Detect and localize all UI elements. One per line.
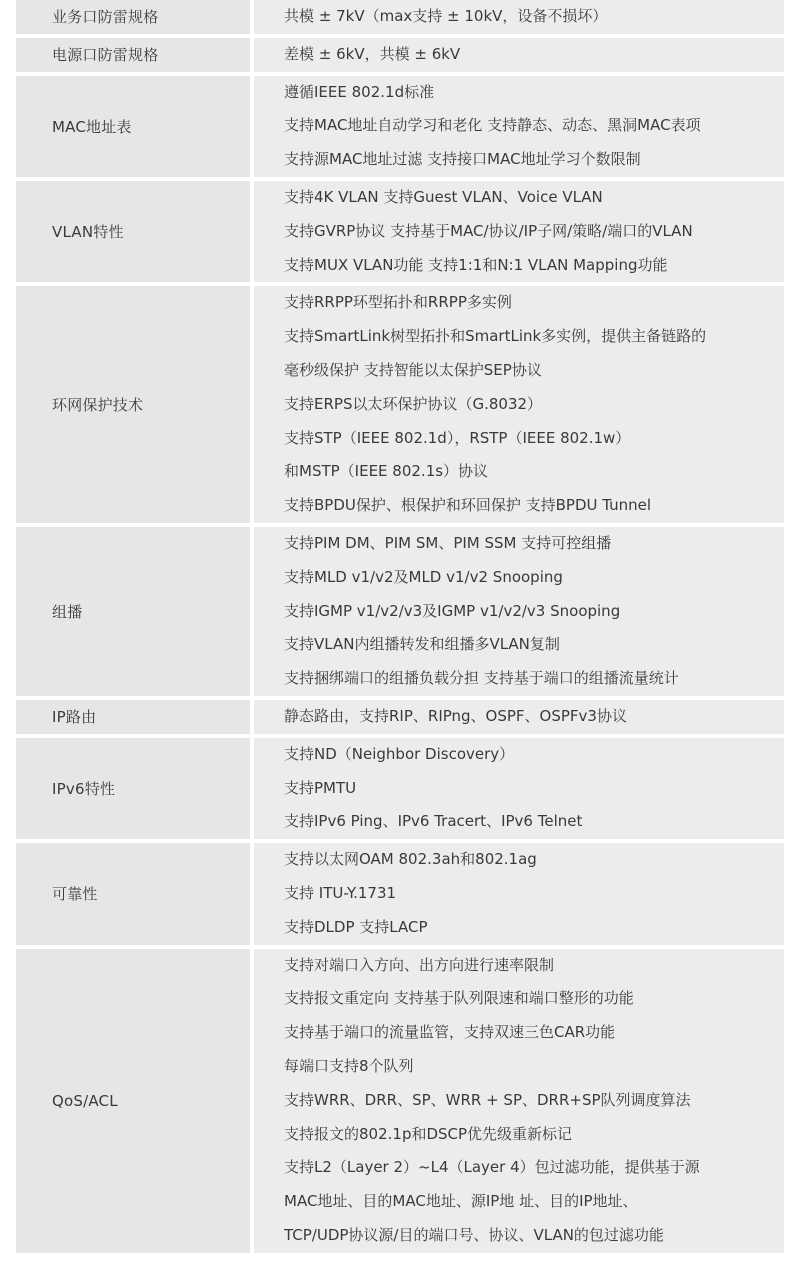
spec-label: 可靠性	[16, 843, 250, 944]
spec-value-line: 支持VLAN内组播转发和组播多VLAN复制	[284, 635, 560, 654]
spec-label: 组播	[16, 527, 250, 696]
spec-value-cell	[254, 38, 784, 72]
spec-table-body	[16, 0, 784, 1253]
spec-value-line: 每端口支持8个队列	[284, 1056, 414, 1075]
spec-value-line: TCP/UDP协议源/目的端口号、协议、VLAN的包过滤功能	[284, 1225, 664, 1244]
spec-value-line: 支持MLD v1/v2及MLD v1/v2 Snooping	[284, 567, 563, 586]
spec-value-line: 支持对端口入方向、出方向进行速率限制	[284, 955, 555, 974]
spec-value-line: 静态路由，支持RIP、RIPng、OSPF、OSPFv3协议	[284, 706, 627, 725]
spec-value-line: 支持IGMP v1/v2/v3及IGMP v1/v2/v3 Snooping	[284, 601, 621, 620]
spec-value-line: 支持4K VLAN 支持Guest VLAN、Voice VLAN	[284, 187, 603, 206]
spec-row	[16, 181, 784, 282]
spec-value-cell	[254, 0, 784, 34]
spec-label: QoS/ACL	[16, 949, 250, 1253]
spec-row	[16, 700, 784, 734]
spec-row	[16, 76, 784, 177]
spec-value-line: 支持报文重定向 支持基于队列限速和端口整形的功能	[284, 989, 634, 1008]
spec-value-line: 支持WRR、DRR、SP、WRR + SP、DRR+SP队列调度算法	[284, 1090, 691, 1109]
spec-table	[16, 0, 784, 1257]
spec-row	[16, 527, 784, 696]
spec-value-line: 支持DLDP 支持LACP	[284, 917, 428, 936]
spec-row	[16, 738, 784, 839]
spec-value-line: 支持GVRP协议 支持基于MAC/协议/IP子网/策略/端口的VLAN	[284, 221, 693, 240]
spec-value-cell	[254, 181, 784, 282]
spec-value-cell	[254, 843, 784, 944]
spec-value-line: 支持PMTU	[284, 778, 357, 797]
spec-label: 电源口防雷规格	[16, 38, 250, 72]
spec-row	[16, 0, 784, 34]
spec-value-line: 支持PIM DM、PIM SM、PIM SSM 支持可控组播	[284, 533, 612, 552]
spec-row	[16, 38, 784, 72]
spec-value-line: 支持STP（IEEE 802.1d），RSTP（IEEE 802.1w）	[284, 428, 631, 447]
spec-value-line: 支持MAC地址自动学习和老化 支持静态、动态、黑洞MAC表项	[284, 116, 701, 135]
spec-value-line: 支持捆绑端口的组播负载分担 支持基于端口的组播流量统计	[284, 669, 679, 688]
spec-label: MAC地址表	[16, 76, 250, 177]
spec-value-cell	[254, 949, 784, 1253]
spec-value-line: 遵循IEEE 802.1d标准	[284, 82, 435, 101]
spec-label: VLAN特性	[16, 181, 250, 282]
spec-value-line: 毫秒级保护 支持智能以太保护SEP协议	[284, 360, 542, 379]
spec-value-cell	[254, 738, 784, 839]
spec-value-line: 支持RRPP环型拓扑和RRPP多实例	[284, 293, 512, 312]
spec-value-line: 支持基于端口的流量监管，支持双速三色CAR功能	[284, 1023, 616, 1042]
spec-value-line: 支持MUX VLAN功能 支持1:1和N:1 VLAN Mapping功能	[284, 255, 668, 274]
spec-value-line: 支持BPDU保护、根保护和环回保护 支持BPDU Tunnel	[284, 496, 652, 515]
spec-row	[16, 286, 784, 523]
spec-value-line: 支持L2（Layer 2）~L4（Layer 4）包过滤功能，提供基于源	[284, 1158, 700, 1177]
spec-label: IP路由	[16, 700, 250, 734]
spec-value-line: 支持以太网OAM 802.3ah和802.1ag	[284, 850, 537, 869]
spec-value-cell	[254, 76, 784, 177]
spec-value-cell	[254, 286, 784, 523]
spec-value-line: 支持IPv6 Ping、IPv6 Tracert、IPv6 Telnet	[284, 812, 583, 831]
spec-value-line: 支持源MAC地址过滤 支持接口MAC地址学习个数限制	[284, 150, 641, 169]
spec-value-line: 差模 ± 6kV，共模 ± 6kV	[284, 44, 461, 63]
spec-row	[16, 949, 784, 1253]
spec-row	[16, 843, 784, 944]
spec-value-line: 支持报文的802.1p和DSCP优先级重新标记	[284, 1124, 573, 1143]
spec-value-line: 支持ERPS以太环保护协议（G.8032）	[284, 394, 543, 413]
spec-label: IPv6特性	[16, 738, 250, 839]
spec-label: 业务口防雷规格	[16, 0, 250, 34]
spec-value-line: 支持SmartLink树型拓扑和SmartLink多实例，提供主备链路的	[284, 327, 707, 346]
spec-label: 环网保护技术	[16, 286, 250, 523]
spec-value-line: 支持ND（Neighbor Discovery）	[284, 744, 515, 763]
spec-value-line: 共模 ± 7kV（max支持 ± 10kV，设备不损坏）	[284, 7, 608, 25]
spec-value-cell	[254, 700, 784, 734]
spec-value-line: 支持 ITU-Y.1731	[284, 883, 397, 902]
spec-value-cell	[254, 527, 784, 696]
spec-value-line: 和MSTP（IEEE 802.1s）协议	[284, 462, 489, 481]
spec-value-line: MAC地址、目的MAC地址、源IP地 址、目的IP地址、	[284, 1192, 638, 1211]
